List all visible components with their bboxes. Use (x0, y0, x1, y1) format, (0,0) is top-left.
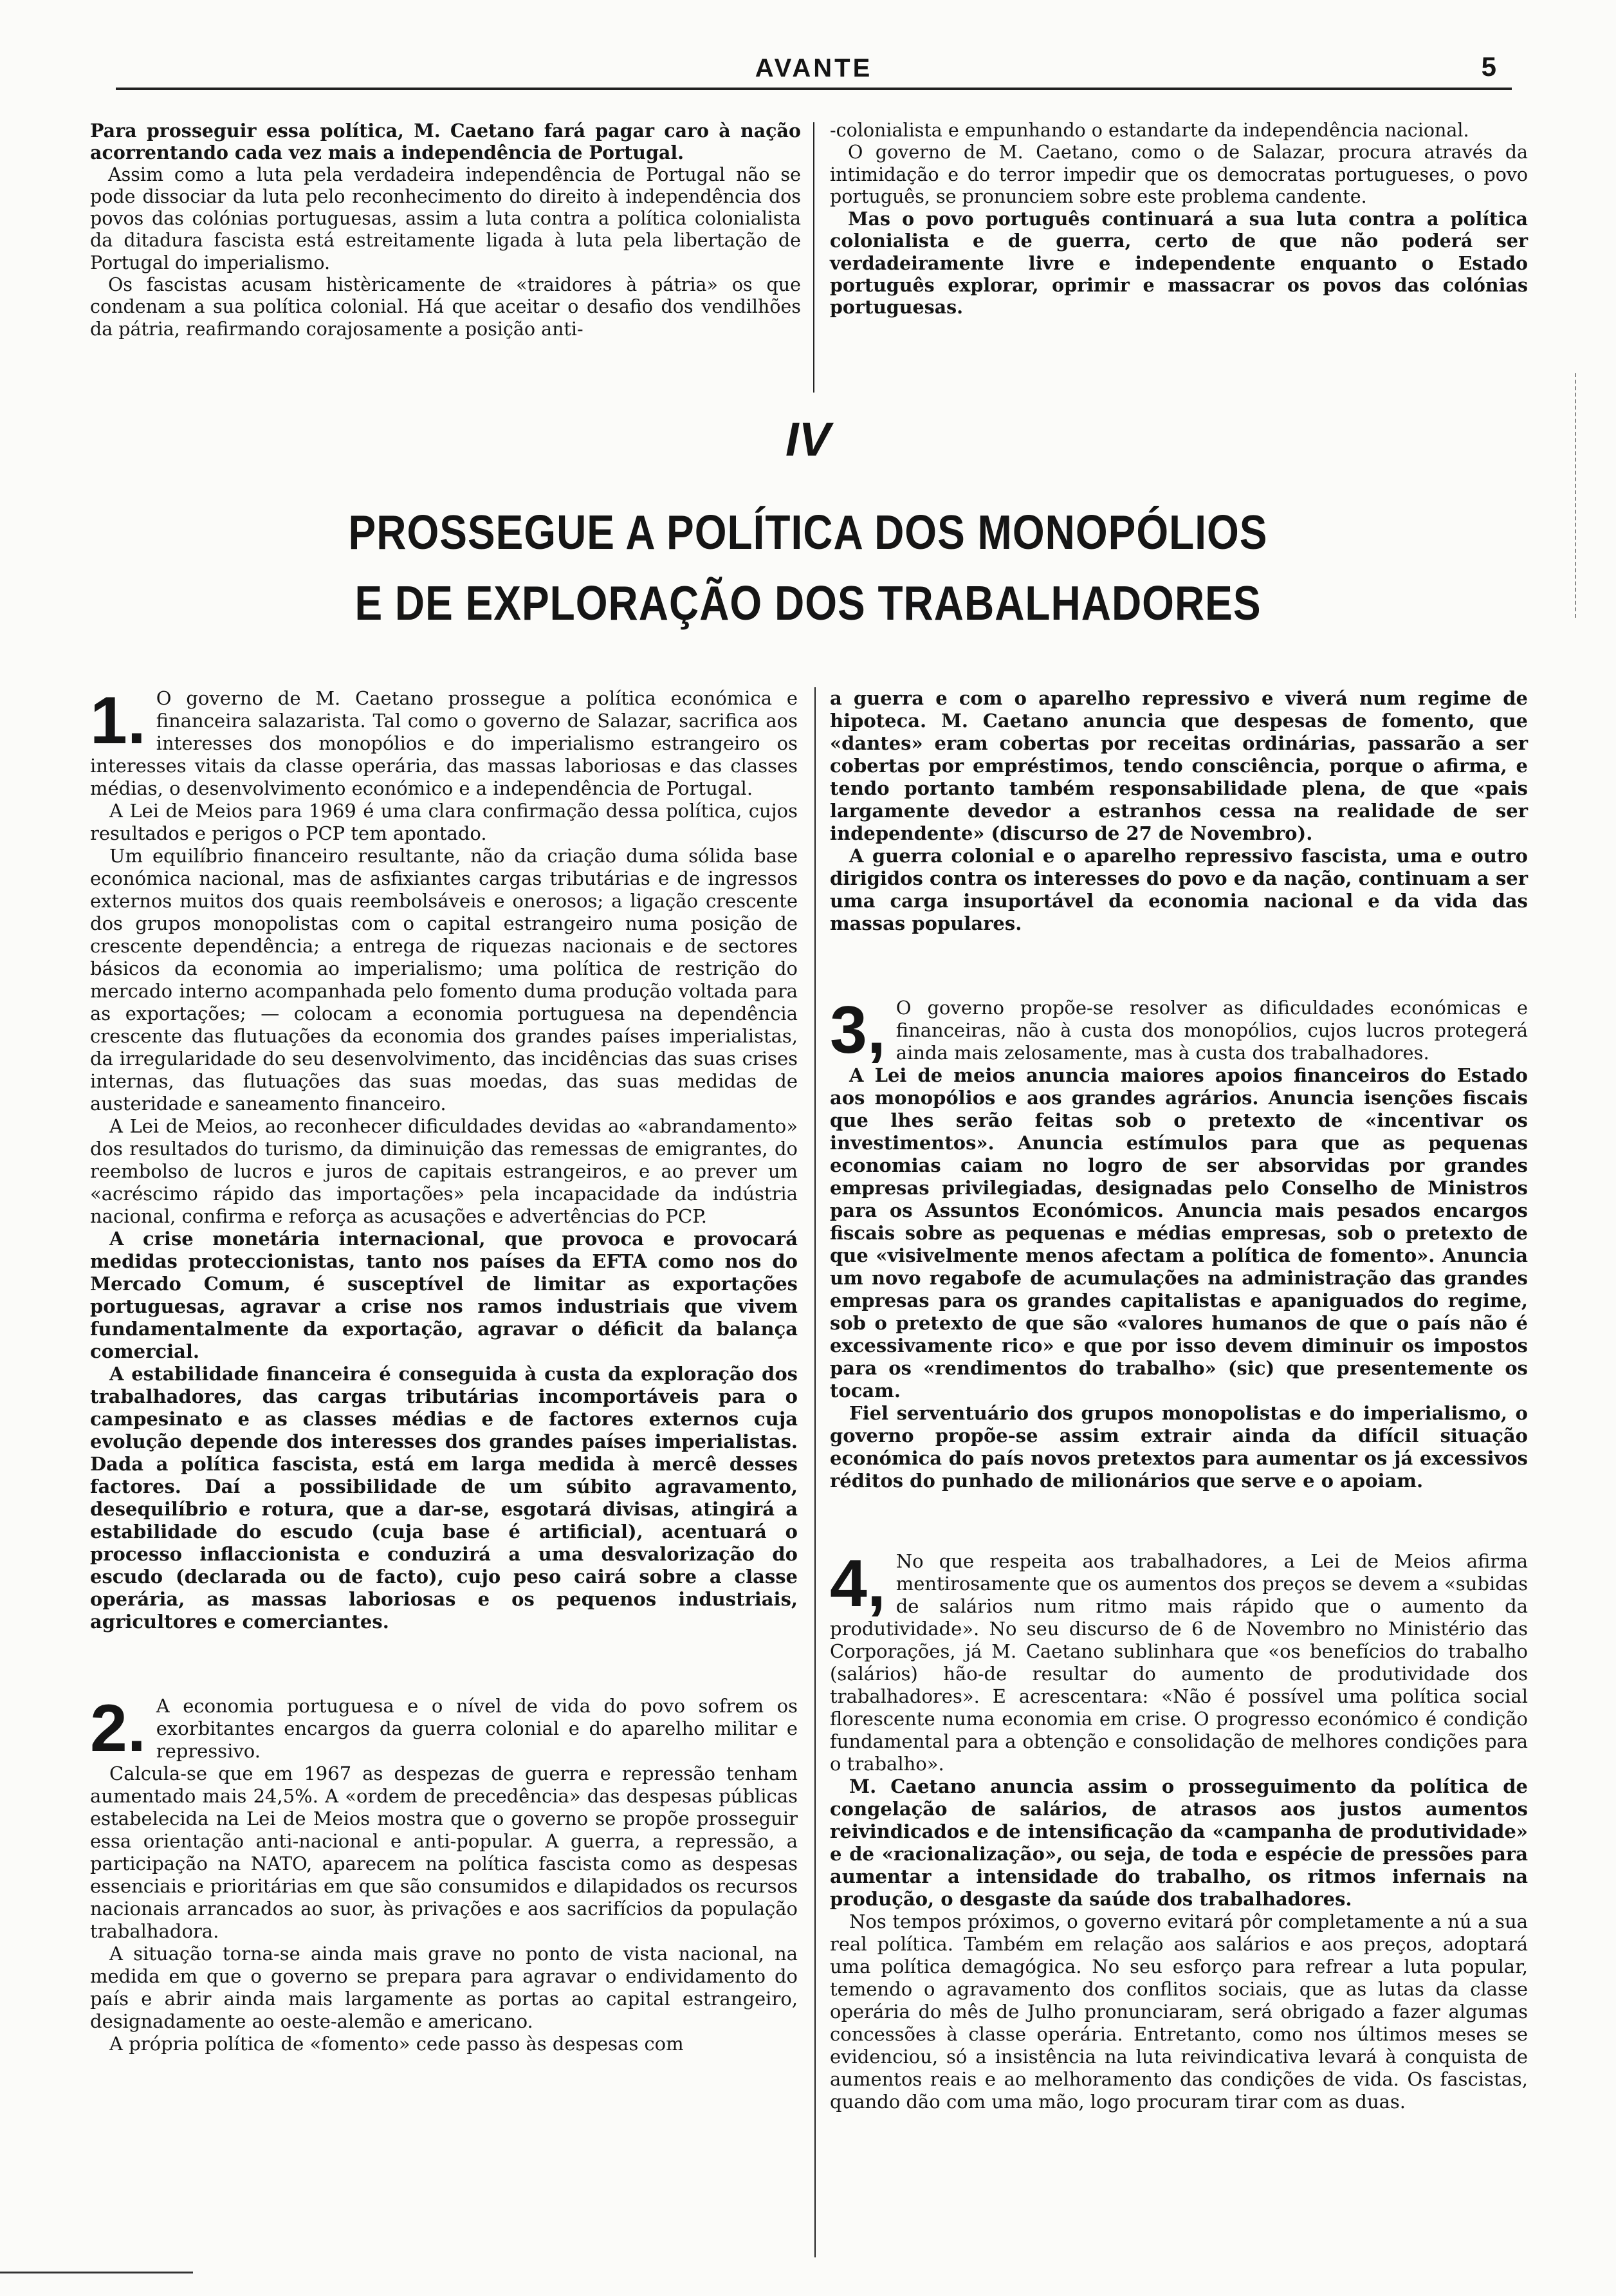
paragraph: Fiel serventuário dos grupos monopolistas e do imperialismo, o governo propõe-se assim extrair ainda da difícil situação económica do país novos pretextos para aumentar os já excessivos réditos do punhado de milionários que serve e o apoiam. (830, 1402, 1528, 1492)
paragraph: Um equilíbrio financeiro resultante, não da criação duma sólida base económica nacional, mas de asfixiantes cargas tributárias e de ingressos externos muitos dos quais reembolsáveis e onerosos; a ligação crescente dos grupos monopolistas com o capital estrangeiro numa posição de crescente dependência; a entrega de riquezas nacionais e de sectores básicos da economia ao imperialismo; uma política de restrição do mercado interno acompanhada pelo fomento duma produção voltada para as exportações; — colocam a economia portuguesa na dependência crescente das flutuações da economia dos grandes países imperialistas, da irregularidade do seu desenvolvimento, das incidências das suas crises internas, das flutuações das suas moedas, das suas medidas de austeridade e saneamento financeiro. (90, 845, 798, 1115)
newspaper-title: AVANTE (755, 54, 873, 82)
paragraph: a guerra e com o aparelho repressivo e viverá num regime de hipoteca. M. Caetano anuncia que despesas de fomento, que «dantes» eram cobertas por receitas ordinárias, passarão a ser cobertas por empréstimos, tendo consciência, porque o afirma, e tendo portanto também responsabilidade plena, de que «pais largamente devedor a estranhos cessa na realidade de ser independente» (discurso de 27 de Novembro). (830, 687, 1528, 844)
paragraph: A própria política de «fomento» cede passo às despesas com (109, 2033, 684, 2055)
page-number: 5 (1481, 51, 1496, 82)
section-2 (90, 1691, 798, 2055)
paragraph: A Lei de meios anuncia maiores apoios financeiros do Estado aos monopólios e aos grandes agrários. Anuncia isenções fiscais que lhes serão feitas sob o pretexto de «incentivar os investimentos». Anuncia estímulos para que as pequenas economias caiam no logro de ser absorvidas por grandes empresas privilegiadas, designadas pelo Conselho de Ministros para os Assuntos Económicos. Anuncia mais pesados encargos fiscais sobre as pequenas e médias empresas, sob o pretexto de que «visivelmente menos afectam a política de fomento». Anuncia um novo regabofe de acumulações na administração das grandes empresas para os grandes capitalistas e apaniguados do regime, sob o pretexto de que são «valores humanos de que o país não é excessivamente rico» e que por isso devem diminuir os impostos para os «rendimentos do trabalho» (sic) que presentemente os tocam. (830, 1064, 1528, 1402)
masthead (116, 51, 1512, 90)
section-3 (830, 993, 1528, 1492)
section-number: 4, (830, 1546, 886, 1621)
section-4 (830, 1546, 1528, 2113)
paragraph: Nos tempos próximos, o governo evitará pôr completamente a nú a sua real política. Também em relação aos salários e aos preços, adoptará uma política demagógica. No seu esforço para refrear a luta popular, temendo o agravamento dos conflitos sociais, que as lutas da classe operária do mês de Julho pronunciaram, será obrigado a fazer algumas concessões à classe operária. Entretanto, como nos últimos meses se evidenciou, só a insistência na luta reivindicativa levará à conquista de aumentos reais e ao melhoramento das condições de vida. Os fascistas, quando dão com uma mão, logo procuram tirar com as duas. (830, 1911, 1528, 2113)
section-number: 1. (90, 683, 146, 758)
paragraph: No que respeita aos trabalhadores, a Lei de Meios afirma mentirosamente que os aumentos dos preços se devem a «subidas de salários num ritmo mais rápido que o aumento da produtividade». No seu discurso de 6 de Novembro no Ministério das Corporações, já M. Caetano sublinhara que «os benefícios do trabalho (salários) hão-de resultar do aumento de produtividade dos trabalhadores». E acrescentara: «Não é possível uma política social florescente numa economia em crise. O progresso económico é condição fundamental para a obtenção e consolidação de melhores condições para o trabalho». (830, 1550, 1528, 1775)
left-body-column (90, 683, 798, 2055)
paragraph: A estabilidade financeira é conseguida à custa da exploração dos trabalhadores, das cargas tributárias incomportáveis para o campesinato e as classes médias e de factores externos cuja evolução depende dos interesses dos grandes países imperialistas. Dada a política fascista, está em larga medida à mercê desses factores. Daí a possibilidade de um súbito agravamento, desequilíbrio e rotura, que a dar-se, esgotará divisas, atingirá a estabilidade do escudo (cuja base é artificial), acentuará o processo inflaccionista e conduzirá a uma desvalorização do escudo (declarada ou de facto), cujo peso cairá sobre a classe operária, as massas laboriosas e os pequenos industriais, agricultores e comerciantes. (90, 1363, 798, 1633)
paragraph: O governo propõe-se resolver as dificuldades económicas e financeiras, não à custa dos monopólios, cujos lucros protegerá ainda mais zelosamente, mas à custa dos trabalhadores. (895, 997, 1528, 1064)
paragraph: Calcula-se que em 1967 as despezas de guerra e repressão tenham aumentado mais 24,5%. A «ordem de precedência» das despesas públicas estabelecida na Lei de Meios mostra que o governo se propõe prosseguir essa orientação anti-nacional e anti-popular. A guerra, a repressão, a participação na NATO, aparecem na política fascista como as despesas essenciais e prioritárias em que são consumidos e dilapidados os recursos nacionais arrancados ao suor, às privações e aos sacrifícios da população trabalhadora. (90, 1763, 798, 1942)
paragraph: M. Caetano anuncia assim o prosseguimento da política de congelação de salários, de atrasos aos justos aumentos reivindicados e de intensificação da «campanha de produtividade» e de «racionalização», ou seja, de toda e espécie de pressões para aumentar a intensidade do trabalho, os ritmos infernais na produção, o desgaste da saúde dos trabalhadores. (830, 1775, 1528, 1910)
paragraph: -colonialista e empunhando o estandarte da independência nacional. (830, 120, 1469, 141)
paragraph: Para prosseguir essa política, M. Caetano fará pagar caro à nação acorrentando cada vez mais a independência de Portugal. (90, 120, 801, 164)
chapter-number: IV (785, 412, 831, 466)
paragraph: A situação torna-se ainda mais grave no ponto de vista nacional, na medida em que o governo se prepara para agravar o endividamento do país e abrir ainda mais largamente as portas ao capital estrangeiro, designadamente ao oeste-alemão e americano. (90, 1943, 798, 2032)
paragraph: A guerra colonial e o aparelho repressivo fascista, uma e outro dirigidos contra os interesses do povo e da nação, continuam a ser uma carga insuportável da economia nacional e da vida das massas populares. (830, 845, 1528, 934)
right-body-column (830, 687, 1528, 2113)
paragraph: A economia portuguesa e o nível de vida do povo sofrem os exorbitantes encargos da guerra colonial e do aparelho militar e repressivo. (156, 1695, 798, 1762)
column-divider (814, 687, 816, 2257)
column-divider (813, 122, 814, 393)
top-right-column (830, 120, 1528, 319)
paragraph: Os fascistas acusam histèricamente de «traidores à pátria» os que condenam a sua política colonial. Há que aceitar o desafio dos vendilhões da pátria, reafirmando corajosamente a posição anti- (90, 274, 801, 340)
section-number: 3, (830, 993, 886, 1068)
paragraph: O governo de M. Caetano, como o de Salazar, procura através da intimidação e do terror impedir que os democratas portugueses, o povo português, se pronunciem sobre este problema candente. (830, 142, 1528, 207)
masthead-rule (116, 88, 1512, 90)
paragraph: A Lei de Meios, ao reconhecer dificuldades devidas ao «abrandamento» dos resultados do turismo, da diminuição das remessas de emigrantes, do reembolso de lucros e juros de capitais estrangeiros, e ao prever um «acréscimo rápido das importações» pela incapacidade da indústria nacional, confirma e reforça as acusações e advertências do PCP. (90, 1115, 798, 1227)
paragraph: O governo de M. Caetano prossegue a política económica e financeira salazarista. Tal como o governo de Salazar, sacrifica aos interesses dos monopólios e do imperialismo estrangeiro os interesses vitais da classe operária, das massas laboriosas e das classes médias, o desenvolvimento económico e a independência de Portugal. (90, 687, 798, 799)
paragraph: A crise monetária internacional, que provoca e provocará medidas proteccionistas, tanto nos países da EFTA como nos do Mercado Comum, é susceptível de limitar as exportações portuguesas, agravar a crise nos ramos industriais que vivem fundamentalmente da exportação, agravar o déficit da balança comercial. (90, 1228, 798, 1362)
paragraph: Mas o povo português continuará a sua luta contra a política colonialista e de guerra, certo de que não poderá ser verdadeiramente livre e independente enquanto o Estado português explorar, oprimir e massacrar os povos das colónias portuguesas. (830, 208, 1528, 319)
paragraph: Assim como a luta pela verdadeira independência de Portugal não se pode dissociar da luta pelo reconhecimento do direito à independência dos povos das colónias portuguesas, assim a luta contra a política colonialista da ditadura fascista está estreitamente ligada à luta pela libertação de Portugal do imperialismo. (90, 163, 801, 273)
section-1 (90, 683, 798, 1633)
chapter-title-line-1: PROSSEGUE A POLÍTICA DOS MONOPÓLIOS (348, 505, 1268, 560)
paragraph: A Lei de Meios para 1969 é uma clara confirmação dessa política, cujos resultados e perigos o PCP tem apontado. (90, 800, 798, 844)
chapter-title-line-2: E DE EXPLORAÇÃO DOS TRABALHADORES (354, 575, 1262, 631)
bottom-rule (0, 2272, 193, 2273)
top-left-column (90, 120, 801, 340)
section-number: 2. (90, 1691, 146, 1766)
